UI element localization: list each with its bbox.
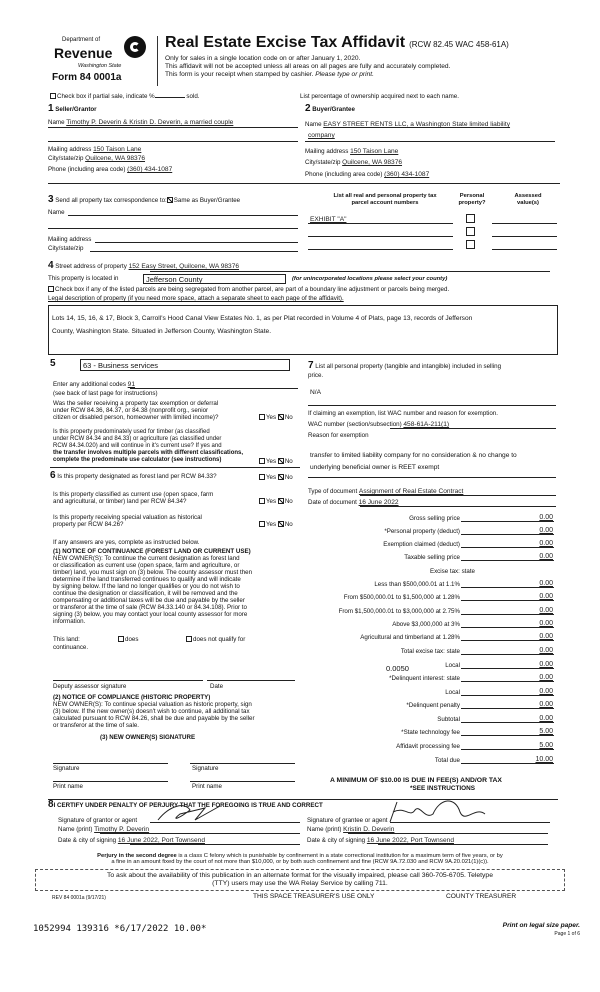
no-checkbox[interactable]	[278, 498, 284, 504]
reason-line-1: transfer to limited liability company for no consideration & no change to	[310, 452, 517, 459]
buyer-phone-label: Phone (including area code)	[305, 171, 383, 178]
tax-row-label: Total excise tax: state	[400, 648, 460, 655]
tax-row-value[interactable]: 0.00	[539, 580, 553, 587]
section-number-4: 4	[48, 260, 54, 271]
reason-line-2: underlying beneficial owner is REET exempt	[310, 464, 440, 471]
alt-line-2: (TTY) users may use the WA Relay Service by calling 711.	[212, 880, 388, 887]
grantee-date-label: Date & city of signing	[307, 837, 366, 844]
reason-field[interactable]	[310, 450, 517, 474]
buyer-name-field[interactable]: EASY STREET RENTS LLC, a Washington State limited liability	[323, 121, 511, 128]
new-owner-signature-title: (3) NEW OWNER(S) SIGNATURE	[100, 734, 196, 741]
grantee-date-field[interactable]: 16 June 2022, Port Townsend	[366, 837, 454, 844]
tax-row-label: Total due	[434, 757, 460, 764]
q-line: property per RCW 84.26?	[53, 521, 124, 528]
q-line: Is this property classified as current use (open space, farm	[53, 491, 214, 498]
this-land-label: This land:	[53, 636, 80, 643]
parcel-header	[310, 193, 460, 207]
q-line: under RCW 84.34 and 84.33) or agriculture (as classified under	[53, 436, 222, 442]
tax-row-line	[461, 627, 554, 628]
tax-row-label: Above $3,000,000 at 3%	[392, 621, 460, 628]
q-line: Is this property predominately used for timber (as classified	[53, 429, 210, 435]
n-line: or transferor at the time of sale (RCW 84.33.140 or 84.34.108). Prior to	[53, 604, 247, 611]
tax-row-line	[461, 668, 554, 669]
buyer-city-field[interactable]: Quilcene, WA 98376	[342, 159, 403, 166]
tax-row-label: From $500,000.01 to $1,500,000 at 1.28%	[343, 594, 460, 601]
no-label: No	[284, 498, 293, 505]
wac-field[interactable]: 458-61A-211(1)	[403, 421, 450, 428]
buyer-mail-field[interactable]: 150 Taison Lane	[350, 148, 399, 155]
section-number-7: 7	[308, 360, 314, 371]
reason-label: Reason for exemption	[308, 432, 369, 439]
n-line: continue the designation or classification, it will be removed and the	[53, 590, 238, 597]
personal-header-1: Personal	[459, 193, 485, 199]
grantor-name-label: Name (print)	[58, 826, 93, 833]
tax-row-value[interactable]: 5.00	[539, 742, 553, 749]
q-line: RCW 84.34.020) and will continue in it's current use? If yes and	[53, 443, 222, 449]
treasurer-space-label: THIS SPACE TREASURER'S USE ONLY	[253, 893, 375, 900]
parcel-number-field[interactable]: EXHIBIT "A"	[310, 216, 347, 223]
partial-sale-label: Check box if partial sale, indicate %	[57, 93, 155, 100]
q-line: and agricultural, or timber) land per RCW 84.34?	[53, 498, 187, 505]
n-line: compensating or additional taxes will be due and payable by the seller	[53, 597, 245, 604]
perjury-bold: Perjury in the second degree	[97, 853, 177, 859]
yes-label: Yes	[266, 521, 277, 528]
grantor-signature-label: Signature of grantor or agent	[58, 817, 138, 824]
tax-row-label: Local	[445, 662, 460, 669]
grantor-name-field[interactable]: Timothy P. Deverin	[94, 826, 150, 833]
yes-checkbox[interactable]	[259, 458, 265, 464]
seller-city-label: City/state/zip	[48, 155, 84, 162]
section-number-8: 8	[48, 799, 54, 810]
grantee-name-field[interactable]: Kristin D. Deverin	[343, 826, 395, 833]
header-divider	[157, 36, 158, 86]
tax-row-line	[461, 560, 554, 561]
n-line: NEW OWNER(S): To continue the current designation as forest land	[53, 555, 240, 562]
tax-row-label: Local	[445, 689, 460, 696]
perjury-notice	[0, 853, 600, 866]
receipt-stamp: 1052994 139316 *6/17/2022 10.00*	[33, 924, 207, 934]
tax-row-label: *Delinquent interest: state	[389, 675, 460, 682]
seller-city-field[interactable]: Quilcene, WA 98376	[85, 155, 146, 162]
tax-row-label: Exemption claimed (deduct)	[383, 541, 460, 548]
n-line: determine if the land transferred continues to qualify and will indicate	[53, 576, 241, 583]
parcel-header-1: List all real and personal property tax	[333, 193, 437, 199]
partial-sale-checkbox[interactable]	[50, 93, 56, 99]
seller-mail-field[interactable]: 150 Taison Lane	[93, 146, 142, 153]
n-line: by signing below. If the land no longer qualifies or you do not wish to	[53, 583, 240, 590]
personal-property-checkbox[interactable]	[466, 227, 475, 236]
county-note: (for unincorporated locations please select your county)	[292, 276, 448, 282]
land-use-code-select[interactable]: 63 - Business services	[80, 359, 290, 371]
corr-name-label: Name	[48, 209, 65, 216]
does-checkbox[interactable]	[118, 636, 124, 642]
tax-row-value[interactable]: 0.00	[539, 701, 553, 708]
does-label: does	[125, 636, 139, 643]
partial-sale-row	[50, 93, 200, 100]
buyer-phone-field[interactable]: (360) 434-1087	[384, 171, 430, 178]
subtitle-2: This affidavit will not be accepted unless all areas on all pages are fully and accurately completed.	[165, 63, 451, 70]
notice-compliance-title: (2) NOTICE OF COMPLIANCE (HISTORIC PROPERTY)	[53, 694, 211, 701]
subtitle-3-text: This form is your receipt when stamped by cashier.	[165, 71, 316, 78]
tax-row-line	[461, 763, 554, 764]
tax-row-value[interactable]: 0.00	[539, 661, 553, 668]
n-line: calculated pursuant to RCW 84.26, shall be due and payable by the seller	[53, 715, 255, 722]
minimum-due-note: A MINIMUM OF $10.00 IS DUE IN FEE(S) AND/OR TAX	[330, 777, 502, 784]
same-as-buyer-label: Same as Buyer/Grantee	[173, 197, 241, 204]
yes-label: Yes	[266, 498, 277, 505]
tax-row-label: From $1,500,000.01 to $3,000,000 at 2.75%	[338, 608, 460, 615]
q-line: citizen or disabled person, homeowner with limited income)?	[53, 414, 219, 421]
n-line: or classification as current use (open space, farm and agriculture, or	[53, 562, 240, 569]
tax-row-label: Taxable selling price	[404, 554, 460, 561]
tax-row-line	[461, 600, 554, 601]
buyer-city-label: City/state/zip	[305, 159, 341, 166]
deputy-date-label: Date	[210, 683, 224, 690]
tax-row-label: *Delinquent penalty	[406, 702, 460, 709]
n-line: NEW OWNER(S): To continue special valuation as historic property, sign	[53, 701, 252, 708]
tax-row-value[interactable]: 0.00	[539, 674, 553, 681]
tax-row-line	[461, 640, 554, 641]
n-line: information.	[53, 618, 86, 625]
tax-row-line	[461, 722, 554, 723]
dept-label: Department of	[62, 37, 101, 43]
no-checkbox[interactable]	[278, 521, 284, 527]
tax-row-line	[461, 654, 554, 655]
n-line: or transferor at the time of sale.	[53, 722, 139, 729]
subtitle-1: Only for sales in a single location code on or after January 1, 2020.	[165, 55, 361, 62]
personal-header-2: property?	[458, 200, 486, 206]
grantor-signature-image	[150, 800, 230, 825]
personal-property-label-2: price.	[308, 372, 324, 379]
personal-property-label: List all personal property (tangible and intangible) included in selling	[315, 363, 502, 370]
seller-mail-label: Mailing address	[48, 146, 92, 153]
yes-checkbox[interactable]	[259, 474, 265, 480]
q-line: the transfer involves multiple parcels with different classifications,	[53, 450, 244, 456]
corr-city-label: City/state/zip	[48, 245, 84, 252]
doc-date-label: Date of document	[308, 499, 357, 506]
yes-label: Yes	[266, 414, 277, 421]
timber-question	[53, 429, 243, 464]
tax-row-label: *Personal property (deduct)	[384, 528, 460, 535]
tax-row-line	[461, 521, 554, 522]
assessed-header-2: value(s)	[517, 200, 539, 206]
tax-row-label: *State technology fee	[401, 729, 460, 736]
tax-row-line	[461, 749, 554, 750]
form-number: Form 84 0001a	[52, 72, 122, 83]
no-label: No	[284, 458, 293, 465]
doc-type-field[interactable]: Assignment of Real Estate Contract	[358, 488, 464, 495]
n-line: signing (3) below, you may contact your local county assessor for more	[53, 611, 248, 618]
tax-row-value[interactable]: 0.00	[539, 647, 553, 654]
tax-row-label: Gross selling price	[409, 515, 460, 522]
exemption-label: If claiming an exemption, list WAC number and reason for exemption.	[308, 410, 498, 417]
no-checkbox[interactable]	[278, 474, 284, 480]
tax-row-label: Less than $500,000.01 at 1.1%	[374, 581, 460, 588]
if-any-note: If any answers are yes, complete as instructed below.	[53, 539, 200, 546]
street-label: Street address of property	[55, 263, 127, 270]
codes-label: Enter any additional codes	[53, 381, 126, 388]
page-title: Real Estate Excise Tax Affidavit	[165, 34, 406, 51]
alternate-format-notice	[35, 869, 565, 891]
notice-compliance-text	[53, 701, 255, 729]
grantor-date-label: Date & city of signing	[58, 837, 117, 844]
tax-row-value[interactable]: 0.00	[539, 607, 553, 614]
seller-phone-field[interactable]: (360) 434-1087	[127, 166, 173, 173]
revenue-logo-text: Revenue	[54, 45, 113, 61]
local-rate-value: 0.0050	[386, 664, 409, 673]
see-back-note: (see back of last page for instructions)	[53, 390, 158, 397]
exemption-question	[53, 400, 218, 421]
subtitle-3	[165, 71, 374, 78]
notice-continuance-title: (1) NOTICE OF CONTINUANCE (FOREST LAND OR CURRENT USE)	[53, 548, 251, 555]
q-line: complete the predominate use calculator (see instructions)	[53, 457, 222, 463]
correspondence-label: Send all property tax correspondence to:	[55, 197, 167, 204]
seller-heading: Seller/Grantor	[55, 106, 97, 113]
tax-row-line	[461, 587, 554, 588]
tax-row-value[interactable]: 0.00	[539, 633, 553, 640]
tax-row-value[interactable]: 5.00	[539, 728, 553, 735]
same-as-buyer-checkbox[interactable]	[167, 197, 173, 203]
title-row	[165, 34, 509, 52]
codes-field[interactable]: 91	[127, 381, 136, 388]
corr-mail-label: Mailing address	[48, 236, 92, 243]
buyer-mail-label: Mailing address	[305, 148, 349, 155]
tax-row-value[interactable]: 0.00	[539, 540, 553, 547]
legal-line-1: Lots 14, 15, 16, & 17, Block 3, Carroll's Hood Canal View Estates No. 1, as per Plat recorded in Volume 4 of Plats, page 13, records of Jefferson	[52, 315, 473, 322]
tax-row-line	[461, 614, 554, 615]
buyer-name-line2[interactable]: company	[308, 132, 335, 139]
located-label: This property is located in	[48, 275, 119, 282]
no-checkbox[interactable]	[278, 414, 284, 420]
legal-description-field[interactable]	[48, 305, 558, 355]
does-not-label: does not qualify for	[193, 636, 246, 643]
doc-type-label: Type of document	[308, 488, 358, 495]
rcw-ref: (RCW 82.45 WAC 458-61A)	[409, 40, 509, 49]
does-not-checkbox[interactable]	[186, 636, 192, 642]
deputy-signature-label: Deputy assessor signature	[53, 683, 127, 690]
signature-label: Signature	[53, 765, 80, 772]
tax-row-line	[461, 735, 554, 736]
see-instructions-note: *SEE INSTRUCTIONS	[410, 785, 475, 792]
q-line: under RCW 84.36, 84.37, or 84.38 (nonprofit org., senior	[53, 407, 209, 414]
section-number-3: 3	[48, 194, 54, 205]
segregation-checkbox[interactable]	[48, 286, 54, 292]
section-number-2: 2	[305, 103, 311, 114]
personal-property-field[interactable]: N/A	[310, 389, 321, 396]
tax-row-value[interactable]: 0.00	[539, 620, 553, 627]
buyer-heading: Buyer/Grantee	[312, 106, 355, 113]
dor-logo-icon	[124, 36, 146, 58]
tax-row-value[interactable]: 0.00	[539, 715, 553, 722]
yes-checkbox[interactable]	[259, 498, 265, 504]
certify-statement: I CERTIFY UNDER PENALTY OF PERJURY THAT THE FOREGOING IS TRUE AND CORRECT	[53, 802, 323, 809]
print-name-label: Print name	[53, 783, 83, 790]
tax-row-line	[461, 681, 554, 682]
tax-row-value[interactable]: 0.00	[539, 527, 553, 534]
tax-row-label: Subtotal	[437, 716, 460, 723]
tax-row-value[interactable]: 10.00	[535, 756, 553, 763]
wac-label: WAC number (section/subsection)	[308, 421, 402, 428]
street-field[interactable]: 152 Easy Street, Quilcene, WA 98376	[128, 263, 240, 270]
n-line: (3) below. If the new owner(s) doesn't wish to continue, all additional tax	[53, 708, 250, 715]
revision-label: REV 84 0001a (9/17/21)	[52, 895, 106, 901]
notice-continuance-text	[53, 555, 252, 625]
ownership-note: List percentage of ownership acquired next to each name.	[300, 93, 459, 100]
legal-description-label: Legal description of property (if you need more space, attach a separate sheet to each page of the affidavit).	[48, 295, 344, 302]
tax-row-value[interactable]: 0.00	[539, 553, 553, 560]
print-name-label: Print name	[192, 783, 222, 790]
parcel-header-2: parcel account numbers	[351, 200, 419, 206]
no-label: No	[284, 474, 293, 481]
yes-checkbox[interactable]	[259, 414, 265, 420]
no-label: No	[284, 521, 293, 528]
n-line: timber) land, you must sign on (3) below. The county assessor must then	[53, 569, 253, 576]
yes-label: Yes	[266, 474, 277, 481]
grantee-signature-label: Signature of grantee or agent	[307, 817, 388, 824]
seller-name-field[interactable]: Timothy P. Deverin & Kristin D. Deverin, a married couple	[66, 119, 234, 126]
grantee-name-label: Name (print)	[307, 826, 342, 833]
segregation-label: Check box if any of the listed parcels are being segregated from another parcel, are part of a boundary line adjustment or parcels being merged.	[55, 286, 450, 293]
yes-checkbox[interactable]	[259, 521, 265, 527]
tax-row-label: Agricultural and timberland at 1.28%	[360, 634, 460, 641]
tax-row-label: Excise tax: state	[429, 568, 475, 575]
county-treasurer-label: COUNTY TREASURER	[446, 893, 517, 900]
tax-row-line	[461, 547, 554, 548]
assessed-header-1: Assessed	[514, 193, 542, 199]
personal-property-checkbox[interactable]	[466, 240, 475, 249]
page-number: Page 1 of 6	[554, 931, 580, 937]
perjury-line-2: a fine in an amount fixed by the court of not more than $10,000, or by both such confinement and fine (RCW 9A.72.030 and RCW 9A.20.021(1)(c)).	[111, 859, 489, 866]
q-line: Is this property receiving special valuation as historical	[53, 514, 202, 521]
section-number-6: 6	[50, 470, 56, 481]
tax-row-value[interactable]: 0.00	[539, 514, 553, 521]
tax-row-value[interactable]: 0.00	[539, 593, 553, 600]
doc-date-field[interactable]: 16 June 2022	[358, 499, 399, 506]
no-checkbox[interactable]	[278, 458, 284, 464]
buyer-name-label: Name	[305, 121, 322, 128]
yes-label: Yes	[266, 458, 277, 465]
seller-name-label: Name	[48, 119, 65, 126]
tax-row-value[interactable]: 0.00	[539, 688, 553, 695]
legal-paper-note: Print on legal size paper.	[502, 922, 580, 929]
forest-question: Is this property designated as forest land per RCW 84.33?	[57, 473, 217, 480]
state-label: Washington State	[78, 63, 122, 69]
section-number-5: 5	[50, 358, 56, 369]
tax-row-line	[461, 695, 554, 696]
personal-property-checkbox[interactable]	[466, 214, 475, 223]
grantor-date-field[interactable]: 16 June 2022, Port Townsend	[117, 837, 205, 844]
tax-row-line	[461, 534, 554, 535]
county-select[interactable]: Jefferson County	[143, 274, 286, 284]
tax-row-line	[461, 708, 554, 709]
subtitle-3-italic: Please type or print.	[315, 71, 374, 78]
grantee-signature-image	[385, 796, 495, 828]
legal-line-2: County, Washington State. Situated in Jefferson County, Washington State.	[52, 328, 272, 335]
alt-line-1: To ask about the availability of this publication in an alternate format for the visually impaired, please call 360-705-6705. Teletype	[106, 872, 493, 879]
no-label: No	[284, 414, 293, 421]
section-number-1: 1	[48, 103, 54, 114]
tax-row-label: Affidavit processing fee	[396, 743, 460, 750]
q-line: Was the seller receiving a property tax exemption or deferral	[53, 400, 219, 407]
signature-label: Signature	[192, 765, 219, 772]
continuance-label: continuance.	[53, 644, 89, 651]
seller-phone-label: Phone (including area code)	[48, 166, 126, 173]
sold-label: sold.	[186, 93, 200, 100]
perjury-line-1: is a class C felony which is punishable by confinement in a state correctional institution for a maximum term of five years, or by	[176, 853, 503, 859]
